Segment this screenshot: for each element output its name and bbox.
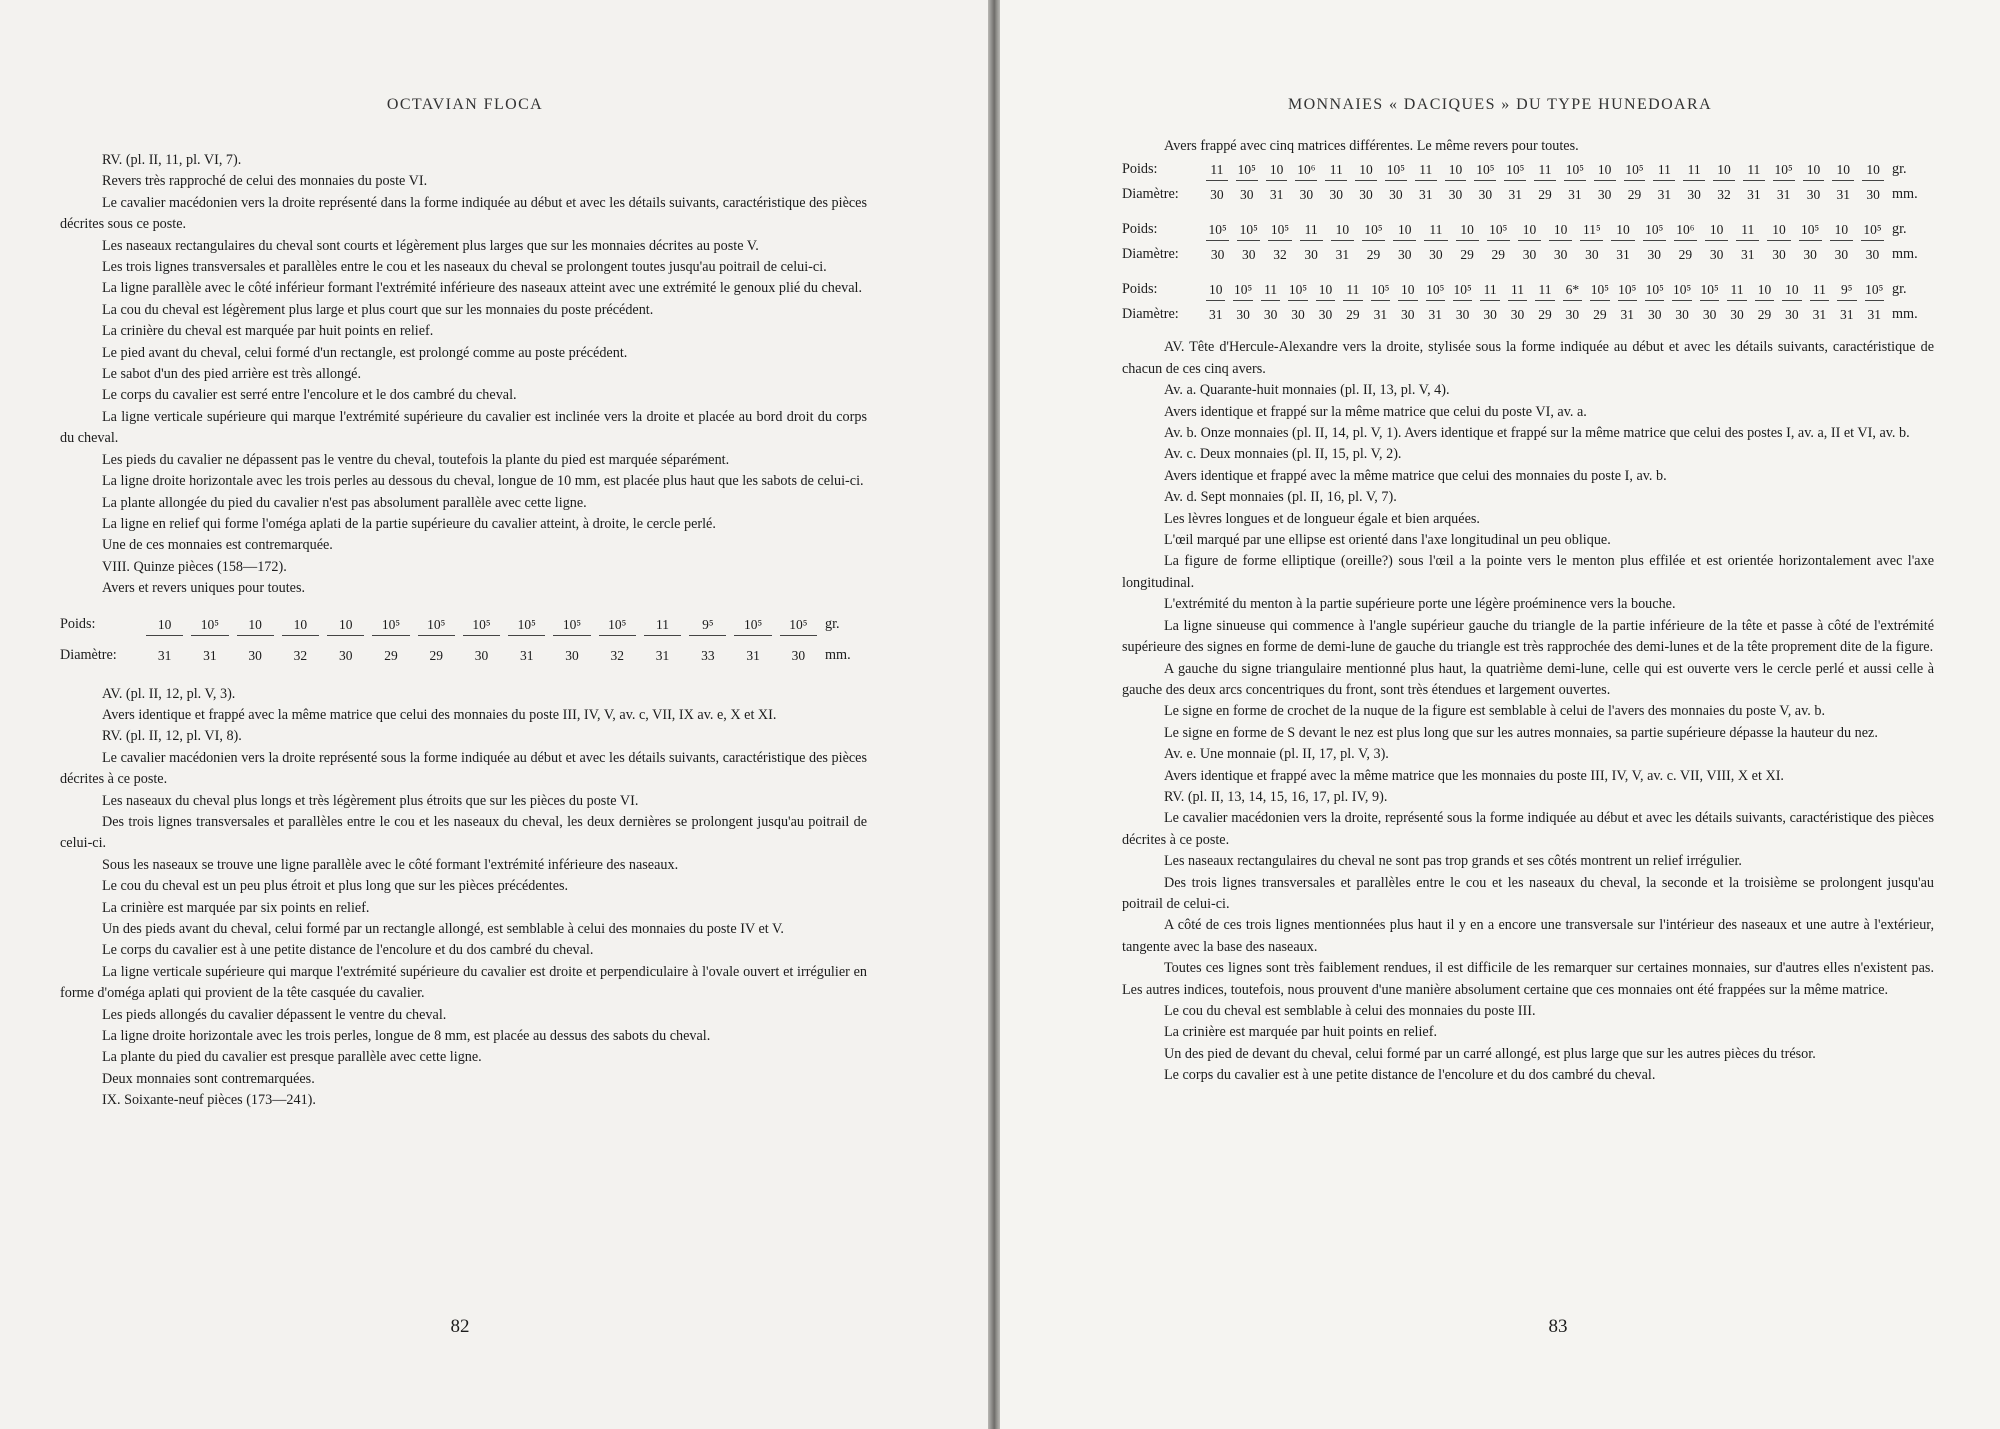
paragraph: Le cavalier macédonien vers la droite représenté dans la forme indiquée au début et avec les détails suivants, caractéristique des pièces décrites sous ce poste. [60,194,867,233]
weight-value: 10 [1316,279,1335,301]
diameter-value: 31 [1616,247,1630,263]
diameter-value: 31 [1620,307,1635,323]
weight-value: 10⁵ [1474,159,1496,181]
weight-value: 11⁵ [1580,219,1603,241]
weight-value: 10 [1705,219,1728,241]
weight-value: 11 [1508,279,1527,301]
weight-label: Poids: [1122,161,1158,178]
weight-value: 10 [282,614,319,636]
weight-value: 10⁵ [734,614,771,636]
paragraph: RV. (pl. II, 13, 14, 15, 16, 17, pl. IV, 9). [1164,788,1388,805]
weight-value: 10 [1393,219,1416,241]
diameter-value: 30 [1675,307,1689,323]
weight-unit: gr. [1892,161,1907,178]
paragraph: Av. a. Quarante-huit monnaies (pl. II, 13, pl. V, 4). [1164,382,1450,399]
diameter-value: 31 [1568,187,1582,203]
paragraph: Toutes ces lignes sont très faiblement rendues, il est difficile de les remarquer sur certaines monnaies, sur d'autres elles n'existent pas. Les autres indices, toutefois, nous prouvent d'une manière absolument certaine que ces monnaies ont été frappées sur la même matrice. [1122,960,1934,998]
diameter-value: 30 [1329,187,1343,203]
right-page [1000,0,2000,1429]
paragraph: La ligne droite horizontale avec les trois perles au dessous du cheval, longue de 10 mm, est placée plus haut que les sabots de celui-ci. [102,473,864,490]
weight-value: 10⁵ [1645,279,1664,301]
weight-value: 10⁵ [191,614,228,636]
weight-row [1122,277,1934,302]
paragraph: Les pieds du cavalier ne dépassent pas le ventre du cheval, toutefois la plante du pied est marquée séparément. [102,451,730,468]
running-header-left: OCTAVIAN FLOCA [386,96,544,113]
diameter-value: 30 [1806,187,1821,203]
paragraph: Revers très rapproché de celui des monnaies du poste VI. [102,173,428,190]
weight-value: 10⁵ [372,614,409,636]
diameter-value: 30 [1299,187,1314,203]
paragraph: Avers et revers uniques pour toutes. [102,580,306,597]
paragraph: La ligne sinueuse qui commence à l'angle supérieur gauche du triangle de la partie inférieure de la tête et passe à côté de l'extrémité supérieure des signes en forme de demi-lune de gauche du triangle est très rapprochée des demi-lunes et de la tête proprement dite de la figure. [1122,617,1934,656]
weight-values [1202,159,1888,181]
weight-value: 10 [1594,159,1616,181]
diameter-value: 30 [1647,307,1662,323]
paragraph: Les trois lignes transversales et parallèles entre le cou et les naseaux du cheval se prolongent toutes jusqu'au poitrail de celui-ci. [102,259,827,276]
paragraph: La plante du pied du cavalier est presque parallèle avec cette ligne. [102,1049,482,1066]
measure-block [1122,217,1934,267]
diameter-value: 30 [1834,247,1849,263]
paragraph: L'extrémité du menton à la partie supérieure porte une légère proéminence vers la bouche. [1164,596,1676,613]
diameter-values [1202,184,1888,205]
paragraph: Le corps du cavalier est à une petite distance de l'encolure et du dos cambré du cheval. [102,942,594,959]
diameter-values [1202,244,1888,265]
weight-value: 10 [327,614,364,636]
diameter-value: 31 [1741,247,1755,263]
paragraph: Le signe en forme de S devant le nez est plus long que sur les autres monnaies, sa partie supérieure dépasse la hauteur du nez. [1164,724,1878,741]
weight-value: 11 [1810,279,1829,301]
diameter-value: 31 [1747,187,1761,203]
paragraph: Une de ces monnaies est contremarquée. [102,537,333,554]
weight-value: 10⁵ [418,614,455,636]
weight-value: 10⁵ [1453,279,1472,301]
weights-diameters-tables [1122,157,1934,327]
diameter-value: 30 [1455,307,1470,323]
weight-value: 10⁵ [1236,159,1258,181]
diameter-value: 29 [1593,307,1607,323]
diameter-value: 31 [1373,307,1388,323]
weight-value: 10⁵ [1618,279,1637,301]
diameter-value: 30 [1429,247,1443,263]
weight-value: 10 [1782,279,1801,301]
weight-value: 10⁵ [599,614,636,636]
diameter-value: 31 [157,648,172,664]
weight-row [1122,157,1934,182]
paragraph: RV. (pl. II, 11, pl. VI, 7). [102,152,242,168]
diameter-value: 31 [1867,307,1881,323]
diameter-value: 30 [1359,187,1373,203]
weight-value: 10⁵ [508,614,545,636]
diameter-value: 30 [565,648,579,664]
left-paragraphs-b [60,684,867,1112]
weight-value: 10 [1832,159,1854,181]
diameter-value: 31 [1428,307,1442,323]
weight-values [1202,279,1888,301]
weight-label: Poids: [60,616,96,633]
diameter-value: 30 [1397,247,1412,263]
weight-value: 11 [1325,159,1347,181]
weight-value: 10 [1355,159,1377,181]
weight-value: 10⁵ [1504,159,1526,181]
weight-value: 10 [1611,219,1634,241]
paragraph: Les naseaux rectangulaires du cheval ne sont pas trop grands et ses côtés montrent un relief irrégulier. [1164,853,1742,870]
paragraph: La ligne parallèle avec le côté inférieur formant l'extrémité inférieure des naseaux atteint avec une extrémité le genoux plié du cheval. [102,280,863,297]
paragraph: Les lèvres longues et de longueur égale et bien arquées. [1164,510,1480,527]
paragraph: La ligne verticale supérieure qui marque l'extrémité supérieure du cavalier est droite et perpendiculaire à l'ovale ouvert et irrégulier en forme d'oméga aplati qui provient de la tête casquée du cavalier. [60,963,867,1002]
weight-value: 10 [1862,159,1884,181]
weight-value: 10 [1830,219,1853,241]
weight-value: 6* [1563,279,1582,301]
weight-value: 9⁵ [1837,279,1856,301]
paragraph: Le cavalier macédonien vers la droite représenté sous la forme indiquée au début et avec les détails suivants, caractéristique des pièces décrites à ce poste. [60,749,867,788]
diameter-value: 30 [338,648,353,664]
weight-value: 11 [1653,159,1675,181]
paragraph: La crinière est marquée par six points en relief. [102,899,370,916]
paragraph: Le corps du cavalier est à une petite distance de l'encolure et du dos cambré du cheval. [1164,1067,1656,1084]
diameter-unit: mm. [1892,306,1918,323]
diameter-value: 31 [1508,187,1522,203]
diameter-value: 30 [1803,247,1817,263]
diameter-value: 30 [1565,307,1580,323]
diameter-value: 30 [1448,187,1463,203]
paragraph: Avers identique et frappé avec la même matrice que celui des monnaies du poste I, av. b. [1164,467,1667,484]
diameter-value: 30 [248,648,262,664]
weight-value: 10⁶ [1674,219,1697,241]
paragraph: Les naseaux du cheval plus longs et très légèrement plus étroits que sur les pièces du poste VI. [102,792,639,809]
weight-value: 11 [1736,219,1759,241]
weight-value: 10 [146,614,183,636]
paragraph: L'œil marqué par une ellipse est orienté dans l'axe longitudinal un peu oblique. [1164,532,1611,549]
diameter-value: 30 [1647,247,1661,263]
weight-value: 11 [644,614,681,636]
weight-value: 11 [1415,159,1437,181]
diameter-value: 29 [384,648,398,664]
weight-value: 10⁵ [1268,219,1291,241]
weight-value: 10⁵ [1700,279,1719,301]
diameter-value: 30 [1865,247,1880,263]
weight-value: 10 [1755,279,1774,301]
diameter-value: 31 [1812,307,1827,323]
weight-value: 10⁵ [463,614,500,636]
diameter-value: 29 [1491,247,1506,263]
weight-value: 11 [1261,279,1280,301]
weight-value: 10⁵ [780,614,817,636]
diameter-value: 30 [1478,187,1493,203]
diameter-value: 32 [1717,187,1731,203]
weight-value: 10 [237,614,274,636]
diameter-label: Diamètre: [1122,186,1179,203]
diameter-value: 33 [701,648,715,664]
paragraph: AV. (pl. II, 12, pl. V, 3). [102,685,236,702]
diameter-row [1122,182,1934,207]
diameter-value: 30 [1401,307,1415,323]
diameter-value: 31 [1208,307,1223,323]
diameter-value: 30 [791,648,806,664]
intro-line: Avers frappé avec cinq matrices différentes. Le même revers pour toutes. [1164,138,1579,154]
weight-value: 11 [1343,279,1362,301]
left-page [0,0,990,1429]
diameter-unit: mm. [1892,186,1918,203]
paragraph: La ligne verticale supérieure qui marque l'extrémité supérieure du cavalier est inclinée vers la droite et placée au bord droit du corps du cheval. [60,408,867,447]
diameter-value: 30 [1522,247,1537,263]
diameter-value: 32 [293,648,308,664]
diameter-value: 30 [1866,187,1880,203]
weight-value: 10 [1518,219,1541,241]
weight-unit: gr. [1892,281,1907,298]
weight-value: 10⁵ [1865,279,1884,301]
weight-unit: gr. [825,616,840,633]
diameter-value: 30 [1210,247,1225,263]
paragraph: Le signe en forme de crochet de la nuque de la figure est semblable à celui de l'avers des monnaies du poste V, av. b. [1164,703,1825,720]
weight-value: 11 [1206,159,1228,181]
diameter-value: 30 [1239,187,1254,203]
weight-value: 11 [1727,279,1746,301]
paragraph: Le pied avant du cheval, celui formé d'un rectangle, est prolongé comme au poste précédent. [102,344,628,361]
diameter-values [142,645,821,666]
weight-value: 11 [1534,159,1556,181]
diameter-values [1202,304,1888,325]
diameter-value: 29 [1538,307,1552,323]
weight-value: 10⁵ [1362,219,1385,241]
weights-diameters-table [60,610,867,672]
diameter-row [1122,242,1934,267]
paragraph: Avers identique et frappé avec la même matrice que les monnaies du poste III, IV, V, av. c. VII, VIII, X et XI. [1164,767,1784,784]
diameter-value: 32 [1273,247,1287,263]
diameter-value: 29 [1538,187,1552,203]
weight-value: 10⁵ [1672,279,1691,301]
paragraph: Les naseaux rectangulaires du cheval sont courts et légèrement plus larges que sur les monnaies décrites au poste V. [102,237,759,254]
diameter-value: 30 [1304,247,1318,263]
weight-value: 10 [1713,159,1735,181]
weight-unit: gr. [1892,221,1907,238]
diameter-value: 31 [1776,187,1791,203]
weight-values [142,614,821,636]
paragraph: Un des pieds avant du cheval, celui formé par un rectangle allongé, est semblable à celui des monnaies du poste IV et V. [102,921,784,937]
diameter-value: 30 [1210,187,1224,203]
paragraph: La ligne droite horizontale avec les trois perles, longue de 8 mm, est placée au dessus des sabots du cheval. [102,1028,711,1045]
weight-value: 10⁵ [1487,219,1510,241]
paragraph: RV. (pl. II, 12, pl. VI, 8). [102,728,242,745]
diameter-value: 31 [1269,187,1284,203]
paragraph: La cou du cheval est légèrement plus large et plus court que sur les monnaies du poste précédent. [102,301,654,318]
weight-value: 10⁵ [1624,159,1646,181]
diameter-value: 29 [1678,247,1693,263]
diameter-value: 30 [1597,187,1612,203]
weight-value: 10⁵ [1288,279,1307,301]
weight-value: 10 [1445,159,1467,181]
weight-value: 10⁵ [1590,279,1609,301]
diameter-value: 31 [1840,307,1854,323]
weight-value: 10⁵ [1564,159,1586,181]
paragraph: Des trois lignes transversales et parallèles entre le cou et les naseaux du cheval, les deux dernières se prolongent jusqu'au poitrail de celui-ci. [60,813,867,852]
paragraph: A gauche du signe triangulaire mentionné plus haut, la quatrième demi-lune, celle qui est ouverte vers le cercle perlé et aussi celle à gauche des deux arcs concentriques du front, sont très étendues et largement ouvertes. [1122,660,1934,698]
weight-value: 11 [1743,159,1765,181]
weight-value: 10 [1549,219,1572,241]
weight-value: 10 [1456,219,1479,241]
paragraph: Les pieds allongés du cavalier dépassent le ventre du cheval. [102,1006,447,1023]
diameter-value: 30 [1389,187,1403,203]
paragraph: Avers identique et frappé avec la même matrice que celui des monnaies du poste III, IV, V, av. c, VII, IX av. e, X et XI. [102,706,777,723]
paragraph: Av. c. Deux monnaies (pl. II, 15, pl. V, 2). [1164,446,1402,463]
weight-value: 10 [1803,159,1825,181]
diameter-value: 32 [610,648,625,664]
diameter-value: 30 [1709,247,1724,263]
diameter-value: 30 [1785,307,1799,323]
diameter-value: 29 [1757,307,1772,323]
diameter-value: 31 [203,648,217,664]
diameter-value: 30 [1263,307,1278,323]
diameter-unit: mm. [1892,246,1918,263]
diameter-value: 30 [1242,247,1256,263]
paragraph: Le cou du cheval est semblable à celui des monnaies du poste III. [1164,1003,1536,1019]
diameter-value: 30 [1291,307,1305,323]
weight-value: 10⁵ [1861,219,1884,241]
paragraph: Le corps du cavalier est serré entre l'encolure et le dos cambré du cheval. [102,387,517,404]
diameter-value: 30 [1585,247,1599,263]
page-number-left: 82 [450,1316,470,1337]
measure-block [1122,157,1934,207]
weight-value: 10 [1206,279,1225,301]
diameter-value: 30 [474,648,489,664]
diameter-value: 30 [1687,187,1701,203]
weight-value: 10 [1266,159,1288,181]
weight-value: 10⁵ [1426,279,1445,301]
diameter-value: 30 [1772,247,1786,263]
page-number-right: 83 [1548,1316,1568,1337]
weight-value: 10⁵ [1643,219,1666,241]
weight-values [1202,219,1888,241]
diameter-value: 31 [746,648,760,664]
weight-value: 11 [1480,279,1499,301]
paragraph: Av. d. Sept monnaies (pl. II, 16, pl. V, 7). [1164,489,1397,506]
paragraph: Av. e. Une monnaie (pl. II, 17, pl. V, 3). [1164,746,1389,763]
paragraph: La crinière du cheval est marquée par huit points en relief. [102,323,434,340]
paragraph: VIII. Quinze pièces (158—172). [102,558,287,575]
weight-value: 10⁶ [1295,159,1317,181]
weight-value: 10 [1331,219,1354,241]
weight-value: 10⁵ [1773,159,1795,181]
paragraph: Le cavalier macédonien vers la droite, représenté sous la forme indiquée au début et avec les détails suivants, caractéristique des pièces décrites à ce poste. [1122,810,1934,848]
diameter-unit: mm. [825,647,851,664]
weight-value: 10⁵ [1385,159,1407,181]
running-header-right: MONNAIES « DACIQUES » DU TYPE HUNEDOARA [1287,96,1713,113]
paragraph: AV. Tête d'Hercule-Alexandre vers la droite, stylisée sous la forme indiquée au début et avec les détails suivants, caractéristique de chacun de ces cinq avers. [1122,339,1934,377]
paragraph: Sous les naseaux se trouve une ligne parallèle avec le côté formant l'extrémité inférieure des naseaux. [102,856,679,873]
diameter-value: 30 [1318,307,1333,323]
weight-value: 10 [1398,279,1417,301]
diameter-value: 31 [1335,247,1350,263]
diameter-value: 31 [1418,187,1433,203]
weight-row [60,610,867,641]
weight-value: 11 [1535,279,1554,301]
paragraph: Avers identique et frappé sur la même matrice que celui du poste VI, av. a. [1164,403,1587,420]
weight-value: 10⁵ [553,614,590,636]
weight-row [1122,217,1934,242]
paragraph: La figure de forme elliptique (oreille?) sous l'œil a la pointe vers le menton plus effilée et est orientée horizontalement avec l'axe longitudinal. [1122,553,1934,591]
weight-label: Poids: [1122,221,1158,238]
weight-value: 11 [1424,219,1447,241]
paragraph: La ligne en relief qui forme l'oméga aplati de la partie supérieure du cavalier atteint, à droite, le cercle perlé. [102,515,716,532]
weight-value: 10⁵ [1233,279,1252,301]
weight-value: 10⁵ [1237,219,1260,241]
diameter-value: 31 [1836,187,1851,203]
diameter-value: 30 [1553,247,1568,263]
weight-value: 9⁵ [689,614,726,636]
diameter-value: 29 [1460,247,1474,263]
diameter-value: 30 [1510,307,1525,323]
diameter-row [1122,302,1934,327]
diameter-label: Diamètre: [1122,306,1179,323]
diameter-label: Diamètre: [60,647,117,664]
paragraph: La plante allongée du pied du cavalier n'est pas absolument parallèle avec cette ligne. [102,494,587,511]
weight-value: 10⁵ [1799,219,1822,241]
paragraph: A côté de ces trois lignes mentionnées plus haut il y en a encore une transversale sur l'intérieur des naseaux et une autre à l'extérieur, tangente avec la base des naseaux. [1122,917,1934,955]
diameter-value: 30 [1483,307,1497,323]
paragraph: Le cou du cheval est un peu plus étroit et plus long que sur les pièces précédentes. [102,878,569,895]
measure-block [1122,277,1934,327]
diameter-value: 31 [1657,187,1672,203]
paragraph: Deux monnaies sont contremarquées. [102,1070,315,1087]
diameter-value: 29 [1366,247,1381,263]
diameter-value: 31 [520,648,534,664]
weight-value: 11 [1683,159,1705,181]
left-page-body [60,150,867,1112]
paragraph: Des trois lignes transversales et parallèles entre le cou et les naseaux du cheval, la seconde et la troisième se prolongent jusqu'au poitrail de celui-ci. [1122,874,1934,912]
diameter-value: 30 [1236,307,1250,323]
weight-value: 10 [1767,219,1790,241]
diameter-row [60,641,867,672]
paragraph: Le sabot d'un des pied arrière est très allongé. [102,366,362,383]
diameter-value: 29 [1346,307,1360,323]
diameter-value: 31 [655,648,670,664]
diameter-value: 29 [1627,187,1642,203]
weight-value: 11 [1300,219,1323,241]
weight-label: Poids: [1122,281,1158,298]
right-page-body [1122,136,1934,1087]
diameter-value: 29 [429,648,443,664]
paragraph: IX. Soixante-neuf pièces (173—241). [102,1092,316,1109]
left-paragraphs-a [60,150,867,600]
paragraph: La crinière est marquée par huit points en relief. [1164,1024,1437,1041]
paragraph: Un des pied de devant du cheval, celui formé par un carré allongé, est plus large que sur les autres pièces du trésor. [1164,1045,1816,1062]
right-paragraphs [1122,337,1934,1086]
weight-value: 10⁵ [1371,279,1390,301]
weight-value: 10⁵ [1206,219,1229,241]
diameter-value: 30 [1702,307,1717,323]
paragraph: Av. b. Onze monnaies (pl. II, 14, pl. V, 1). Avers identique et frappé sur la même matrice que celui des postes I, av. a, II et VI, av. b. [1164,425,1910,442]
diameter-value: 30 [1730,307,1744,323]
diameter-label: Diamètre: [1122,246,1179,263]
